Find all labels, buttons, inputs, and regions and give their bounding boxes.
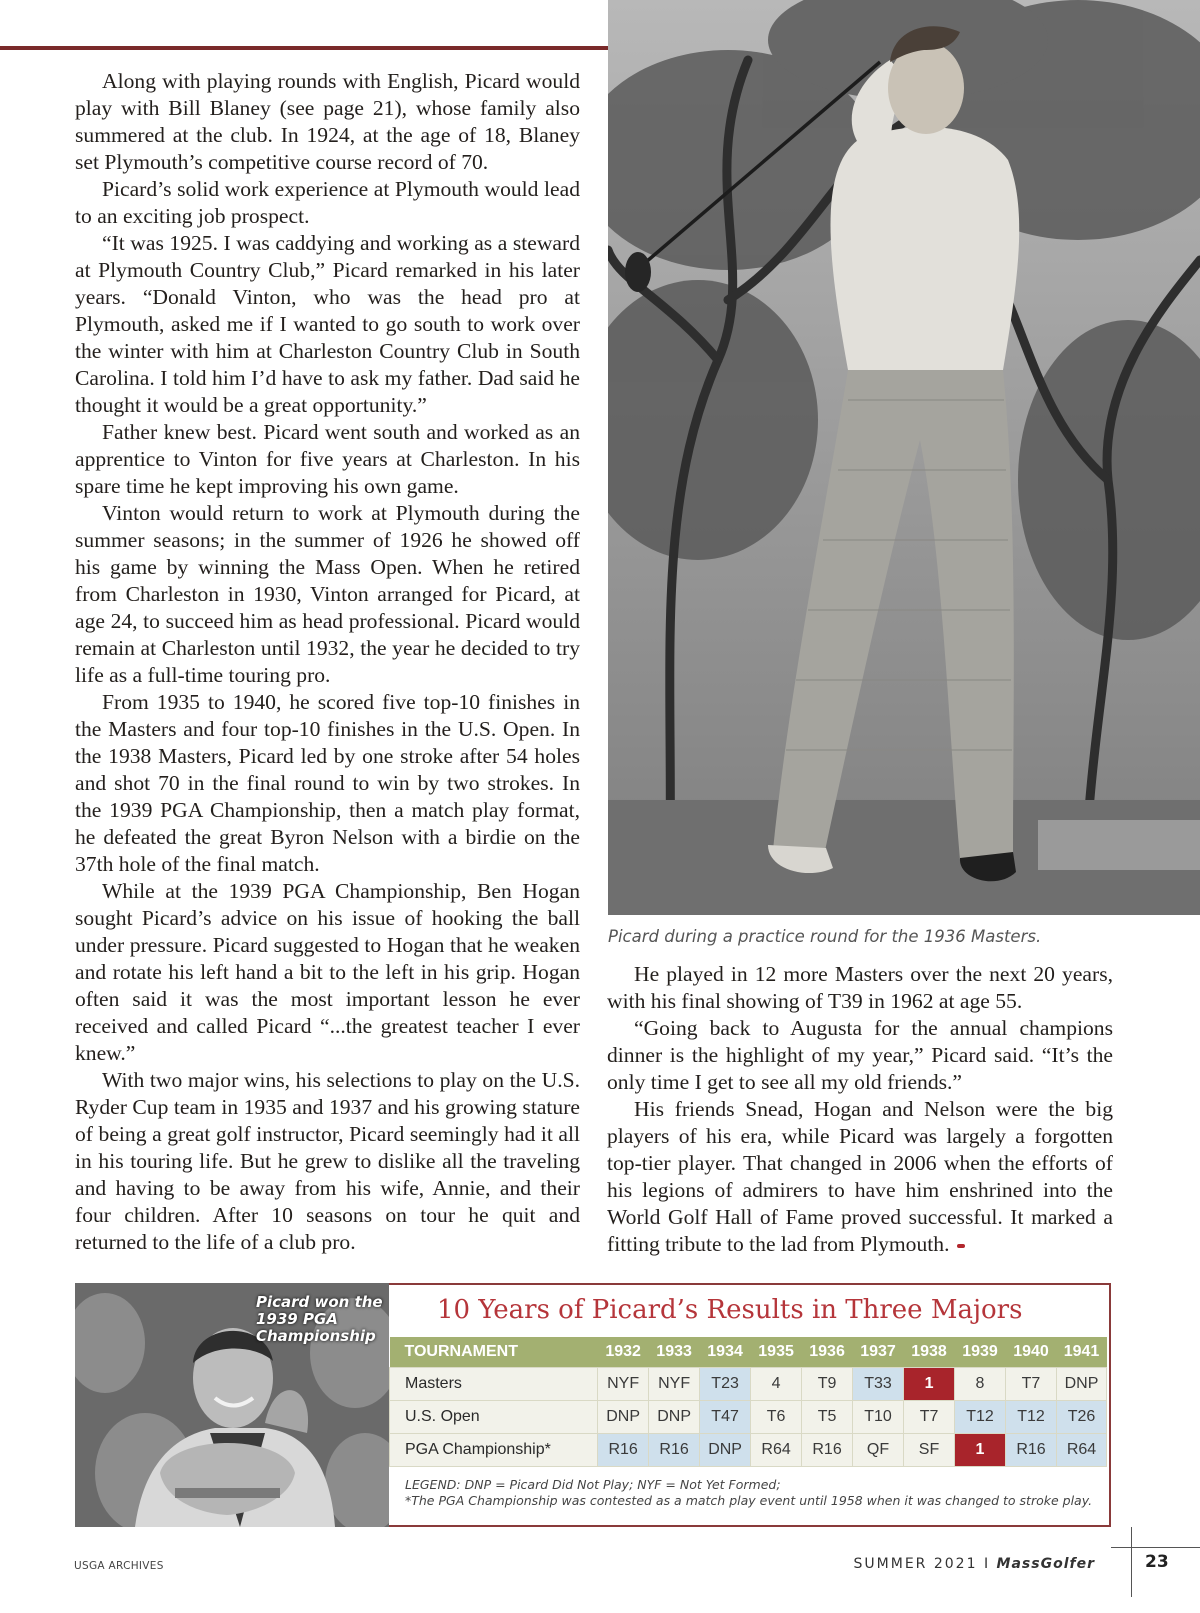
paragraph: He played in 12 more Masters over the next 20 years, with his final showing of T39 in 1962 at age 55.	[607, 962, 1113, 1013]
row-label: PGA Championship*	[390, 1434, 598, 1467]
issue-label: SUMMER 2021	[853, 1556, 978, 1572]
column-header-tournament: TOURNAMENT	[390, 1337, 598, 1368]
result-cell: T47	[700, 1401, 751, 1434]
row-label: Masters	[390, 1368, 598, 1401]
column-header-year: 1939	[955, 1337, 1006, 1368]
result-cell-win: 1	[955, 1434, 1006, 1467]
row-label: U.S. Open	[390, 1401, 598, 1434]
result-cell: T10	[853, 1401, 904, 1434]
paragraph: “Going back to Augusta for the annual champions dinner is the highlight of my year,” Picard said. “It’s the only time I get to see all my old friends.”	[607, 1016, 1113, 1094]
result-cell: R64	[1056, 1434, 1106, 1467]
results-table	[389, 1337, 1107, 1467]
end-of-article-mark	[957, 1244, 965, 1248]
result-cell: NYF	[649, 1368, 700, 1401]
legend-line: LEGEND: DNP = Picard Did Not Play; NYF = Not Yet Formed;	[405, 1477, 781, 1492]
hero-photo	[608, 0, 1200, 915]
paragraph: Vinton would return to work at Plymouth during the summer seasons; in the summer of 1926 he showed off his game by winning the Mass Open. When he retired from Charleston in 1930, Vinton arranged for Picard, at age 24, to succeed him as head professional. Picard would remain at Charleston until 1932, the year he decided to try life as a full-time touring pro.	[75, 501, 580, 687]
result-cell: T9	[802, 1368, 853, 1401]
column-header-year: 1935	[751, 1337, 802, 1368]
paragraph: Along with playing rounds with English, Picard would play with Bill Blaney (see page 21), whose family also summered at the club. In 1924, at the age of 18, Blaney set Plymouth’s competitive course record of 70.	[75, 69, 580, 174]
result-cell: T33	[853, 1368, 904, 1401]
inset-photo-caption: Picard won the 1939 PGA Championship	[256, 1293, 383, 1345]
result-cell: NYF	[598, 1368, 649, 1401]
results-sidebar	[389, 1283, 1111, 1527]
column-header-year: 1941	[1056, 1337, 1106, 1368]
results-title: 10 Years of Picard’s Results in Three Majors	[437, 1295, 1023, 1325]
result-cell: T23	[700, 1368, 751, 1401]
column-header-year: 1934	[700, 1337, 751, 1368]
result-cell-win: 1	[904, 1368, 955, 1401]
column-header-year: 1938	[904, 1337, 955, 1368]
table-row	[390, 1401, 1107, 1434]
result-cell: R16	[649, 1434, 700, 1467]
result-cell: SF	[904, 1434, 955, 1467]
result-cell: T5	[802, 1401, 853, 1434]
paragraph	[607, 1096, 1113, 1258]
hero-photo-caption: Picard during a practice round for the 1936 Masters.	[608, 927, 1042, 946]
result-cell: DNP	[700, 1434, 751, 1467]
result-cell: T7	[1006, 1368, 1057, 1401]
photo-credit: USGA ARCHIVES	[74, 1560, 164, 1572]
paragraph: With two major wins, his selections to play on the U.S. Ryder Cup team in 1935 and 1937 and his growing stature of being a great golf instructor, Picard seemingly had it all in his touring life. But he grew to dislike all the traveling and having to be away from his wife, Annie, and their four children. After 10 seasons on tour he quit and returned to the life of a club pro.	[75, 1068, 580, 1254]
top-rule	[0, 46, 608, 50]
legend-footnote: *The PGA Championship was contested as a match play event until 1958 when it was changed to stroke play.	[405, 1493, 1093, 1508]
column-header-year: 1940	[1006, 1337, 1057, 1368]
column-header-year: 1932	[598, 1337, 649, 1368]
article-left-column	[75, 68, 580, 1256]
paragraph: From 1935 to 1940, he scored five top-10 finishes in the Masters and four top-10 finishes in the U.S. Open. In the 1938 Masters, Picard led by one stroke after 54 holes and shot 70 in the final round to win by two strokes. In the 1939 PGA Championship, then a match play format, he defeated the great Byron Nelson with a birdie on the 37th hole of the final match.	[75, 690, 580, 876]
result-cell: R16	[1006, 1434, 1057, 1467]
result-cell: R16	[598, 1434, 649, 1467]
paragraph: “It was 1925. I was caddying and working as a steward at Plymouth Country Club,” Picard remarked in his later years. “Donald Vinton, who was the head pro at Plymouth, asked me if I wanted to go south to work over the winter with him at Charleston Country Club in South Carolina. I told him I’d have to ask my father. Dad said he thought it would be a great opportunity.”	[75, 231, 580, 417]
paragraph: While at the 1939 PGA Championship, Ben Hogan sought Picard’s advice on his issue of hooking the ball under pressure. Picard suggested to Hogan that he weaken and rotate his left hand a bit to the left in his grip. Hogan often said it was the most important lesson he ever received and called Picard “...the greatest teacher I ever knew.”	[75, 879, 580, 1065]
table-row	[390, 1368, 1107, 1401]
golfer-swing-illustration	[608, 0, 1200, 915]
page-number: 23	[1145, 1552, 1169, 1572]
folio-divider-horizontal	[1111, 1547, 1200, 1548]
result-cell: DNP	[649, 1401, 700, 1434]
page-footer	[854, 1556, 1095, 1572]
result-cell: T12	[1006, 1401, 1057, 1434]
result-cell: QF	[853, 1434, 904, 1467]
column-header-year: 1933	[649, 1337, 700, 1368]
result-cell: T7	[904, 1401, 955, 1434]
table-row	[390, 1434, 1107, 1467]
result-cell: 8	[955, 1368, 1006, 1401]
result-cell: R16	[802, 1434, 853, 1467]
article-right-column	[607, 961, 1113, 1258]
folio-divider-vertical	[1131, 1527, 1132, 1597]
publication-name: MassGolfer	[996, 1556, 1095, 1572]
result-cell: DNP	[598, 1401, 649, 1434]
paragraph-text: His friends Snead, Hogan and Nelson were the big players of his era, while Picard was largely a forgotten top-tier player. That changed in 2006 when the efforts of his legions of admirers to have him enshrined into the World Golf Hall of Fame proved successful. It marked a fitting tribute to the lad from Plymouth.	[607, 1097, 1113, 1256]
result-cell: T26	[1056, 1401, 1106, 1434]
result-cell: 4	[751, 1368, 802, 1401]
paragraph: Father knew best. Picard went south and worked as an apprentice to Vinton for five years at Charleston. In his spare time he kept improving his own game.	[75, 420, 580, 498]
result-cell: T12	[955, 1401, 1006, 1434]
result-cell: R64	[751, 1434, 802, 1467]
footer-separator: I	[983, 1556, 991, 1572]
paragraph: Picard’s solid work experience at Plymouth would lead to an exciting job prospect.	[75, 177, 580, 228]
column-header-year: 1936	[802, 1337, 853, 1368]
result-cell: T6	[751, 1401, 802, 1434]
result-cell: DNP	[1056, 1368, 1106, 1401]
table-legend	[405, 1477, 1105, 1509]
column-header-year: 1937	[853, 1337, 904, 1368]
table-header-row	[390, 1337, 1107, 1368]
